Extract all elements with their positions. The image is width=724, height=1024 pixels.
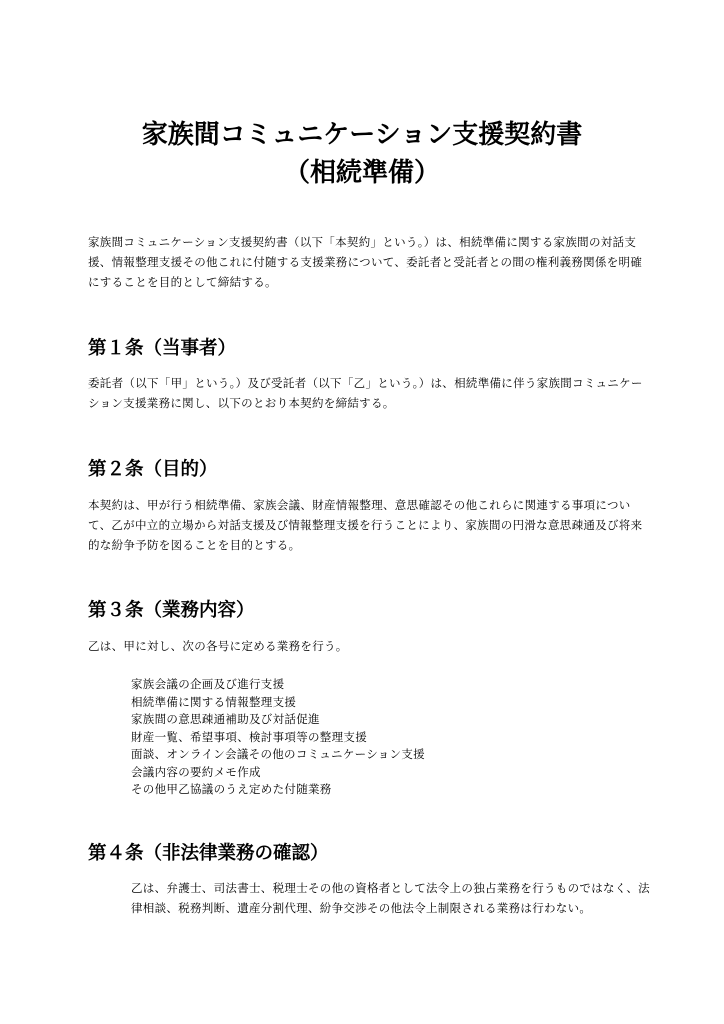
article-1-body: 委託者（以下「甲」という。）及び受託者（以下「乙」という。）は、相続準備に伴う家族間コミュニケーション支援業務に関し、以下のとおり本契約を締結する。 bbox=[88, 376, 643, 410]
article-3-body: 乙は、甲に対し、次の各号に定める業務を行う。 bbox=[88, 639, 348, 653]
list-item: 家族会議の企画及び進行支援 bbox=[131, 677, 285, 691]
article-2-body: 本契約は、甲が行う相続準備、家族会議、財産情報整理、意思確認その他これらに関連する事項について、乙が中立的立場から対話支援及び情報整理支援を行うことにより、家族間の円滑な意思疎通及び将来的な紛争予防を図ることを目的とする。 bbox=[88, 498, 643, 552]
document-title: 家族間コミュニケーション支援契約書 bbox=[141, 120, 583, 150]
article-2-heading: 第２条（目的） bbox=[88, 459, 218, 480]
article-1-heading: 第１条（当事者） bbox=[88, 338, 237, 359]
list-item: その他甲乙協議のうえ定めた付随業務 bbox=[131, 782, 332, 796]
article-4-heading: 第４条（非法律業務の確認） bbox=[88, 843, 329, 864]
article-4-body: 乙は、弁護士、司法書士、税理士その他の資格者として法令上の独占業務を行うものではなく、法律相談、税務判断、遺産分割代理、紛争交渉その他法令上制限される業務は行わない。 bbox=[131, 881, 650, 915]
list-item: 相続準備に関する情報整理支援 bbox=[131, 694, 297, 709]
list-item: 面談、オンライン会議その他のコミュニケーション支援 bbox=[131, 747, 425, 761]
list-item: 財産一覧、希望事項、検討事項等の整理支援 bbox=[131, 729, 367, 744]
list-item: 会議内容の要約メモ作成 bbox=[131, 764, 261, 779]
document-subtitle: （相続準備） bbox=[283, 158, 440, 188]
list-item: 家族間の意思疎通補助及び対話促進 bbox=[131, 712, 320, 726]
article-3-item-list bbox=[131, 676, 425, 799]
preamble-paragraph: 家族間コミュニケーション支援契約書（以下「本契約」という。）は、相続準備に関する家族間の対話支援、情報整理支援その他これに付随する支援業務について、委託者と受託者との間の権利義務関係を明確にすることを目的として締結する。 bbox=[88, 235, 643, 289]
article-3-heading: 第３条（業務内容） bbox=[88, 600, 255, 621]
